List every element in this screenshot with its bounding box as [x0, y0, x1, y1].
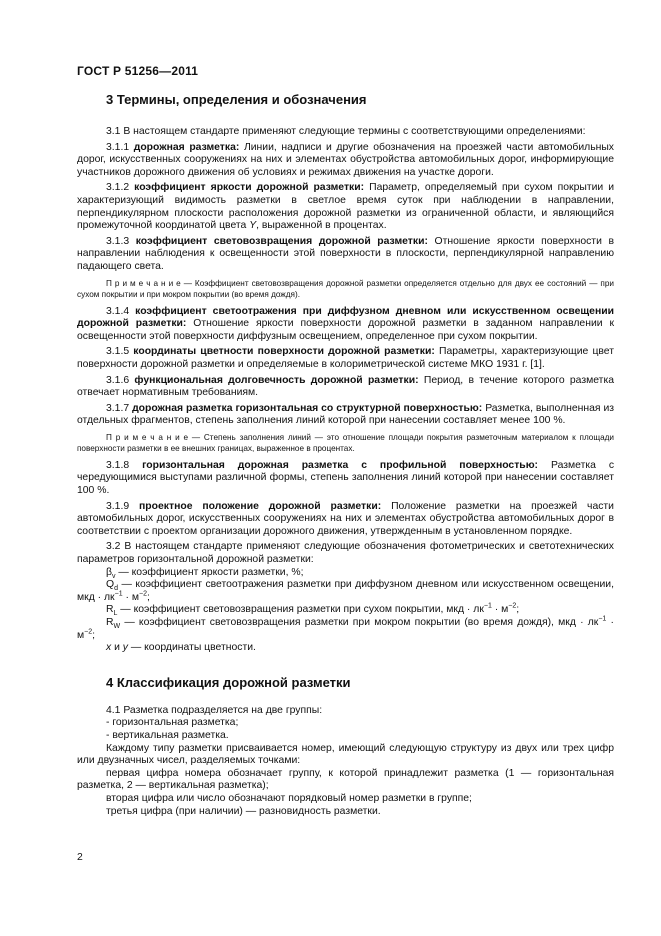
term-number: 3.1.7: [106, 402, 130, 414]
symbol-beta-v: $\beta_v$ — коэффициент яркости разметки, %;: [106, 566, 304, 580]
term-3-1-8: [77, 460, 614, 498]
term-title: коэффициент светоотражения при диффузном дневном или искусственном освещении дорожной разметки:: [77, 305, 615, 330]
symbol: Q: [106, 579, 115, 591]
term-3-1-5: [77, 346, 614, 371]
symbol-q-d: $Q_d$ — коэффициент светоотражения разметки при диффузном дневном или искусственном освещении, мкд · $лк^{-1} \cdot м^{-2}$;: [77, 579, 614, 603]
note-label: П р и м е ч а н и е: [106, 432, 189, 442]
note-text: — Степень заполнения линий — это отношение площади покрытия разметочным материалом к площади поверхности разметки в ее внешних границах, выраженное в процентах.: [77, 432, 615, 453]
note-2: [77, 432, 614, 454]
list-item-horizontal: - горизонтальная разметка;: [106, 717, 239, 729]
term-title: горизонтальная дорожная разметка с профильной поверхностью:: [142, 459, 539, 471]
term-3-1-7: [77, 403, 614, 428]
note-label: П р и м е ч а н и е: [106, 278, 181, 288]
paragraph-first-digit: первая цифра номера обозначает группу, к которой принадлежит разметка (1 — горизонтальная разметка, 2 — вертикальная разметка);: [77, 767, 614, 792]
symbol-r-l: $R_L$ — коэффициент световозвращения разметки при сухом покрытии, мкд · $лк^{-1} \cdot м^{-2}$;: [106, 602, 520, 618]
section-3-title: 3 Термины, определения и обозначения: [106, 92, 367, 107]
term-3-1-2: [77, 182, 614, 232]
paragraph-second-digit: вторая цифра или число обозначают порядковый номер разметки в группе;: [106, 792, 472, 804]
term-title: коэффициент световозвращения дорожной разметки:: [135, 235, 428, 247]
term-definition: Отношение яркости поверхности в направлении наблюдения к освещенности этой поверхности в плоскости, перпендикулярной направлению падающего света.: [77, 235, 614, 272]
term-definition: Разметка, выполненная из отдельных фрагментов, степень заполнения линий которой при нанесении составляет менее 100 %.: [77, 402, 615, 427]
term-title: коэффициент яркости дорожной разметки:: [134, 182, 365, 194]
term-number: 3.1.6: [106, 374, 130, 386]
page-content: [77, 92, 614, 818]
paragraph-3-2: 3.2 В настоящем стандарте применяют следующие обозначения фотометрических и светотехнических параметров горизонтальной дорожной разметки:: [77, 541, 614, 566]
term-definition-end: , выраженной в процентах.: [256, 220, 387, 232]
term-definition: Период, в течение которого разметка отвечает нормативным требованиям.: [77, 374, 614, 399]
note-1: [77, 278, 614, 300]
term-title: дорожная разметка:: [133, 141, 240, 153]
paragraph-4-1: 4.1 Разметка подразделяется на две группы:: [106, 704, 323, 716]
term-number: 3.1.5: [106, 346, 130, 358]
term-title: координаты цветности поверхности дорожной разметки:: [133, 346, 435, 358]
symbol: R: [106, 617, 114, 628]
term-number: 3.1.8: [106, 459, 130, 471]
paragraph-numbering: Каждому типу разметки присваивается номер, имеющий следующую структуру из двух или трех цифр или двузначных чисел, разделяемых точками:: [77, 742, 614, 767]
term-number: 3.1.2: [106, 182, 130, 194]
page-number: 2: [77, 852, 83, 863]
list-item-vertical: - вертикальная разметка.: [106, 729, 229, 741]
symbol: β: [106, 566, 112, 578]
standard-header: ГОСТ Р 51256—2011: [77, 64, 199, 78]
symbol: R: [106, 604, 114, 616]
note-text: — Коэффициент световозвращения дорожной разметки определяется отдельно для двух ее состояний — при сухом покрытии и при мокром покрытии (во время дождя).: [77, 278, 614, 299]
term-number: 3.1.4: [106, 305, 130, 317]
term-3-1-6: [77, 375, 614, 400]
term-number: 3.1.3: [106, 235, 130, 247]
term-title: дорожная разметка горизонтальная со структурной поверхностью:: [132, 402, 483, 414]
symbol-x-y: x и y — координаты цветности.: [106, 642, 256, 654]
term-3-1-4: [77, 306, 614, 344]
term-definition: Линии, надписи и другие обозначения на проезжей части автомобильных дорог, искусственных сооружениях на них и элементах обустройства автомобильных дорог, информирующие участников дорожного движения об условиях и режимах движения на участке дороги.: [77, 141, 615, 178]
term-title: функциональная долговечность дорожной разметки:: [134, 374, 419, 386]
symbol-r-w: $R_W$ — коэффициент световозвращения разметки при мокром покрытии (во время дождя), мкд · $лк^{-1} \cdot м^{-2}$;: [77, 615, 614, 641]
color-coordinate-y: Y: [249, 220, 257, 232]
term-3-1-1: [77, 142, 614, 180]
term-definition: Параметр, определяемый при сухом покрытии и характеризующий видимость разметки в светлое время суток при наблюдении в направлении, перпендикулярном плоскости расположения дорожной разметки из ограниченной области, и являющийся промежуточной координатой цвета: [77, 182, 615, 232]
paragraph-third-digit: третья цифра (при наличии) — разновидность разметки.: [106, 805, 381, 817]
term-3-1-3: [77, 236, 614, 274]
paragraph-3-1: 3.1 В настоящем стандарте применяют следующие термины с соответствующими определениями:: [106, 126, 586, 137]
term-number: 3.1.1: [106, 141, 130, 153]
term-number: 3.1.9: [106, 500, 130, 512]
term-definition: Положение разметки на проезжей части автомобильных дорог, искусственных сооружениях на них и элементах обустройства автомобильных дорог в соответствии с проектом организации дорожного движения, утвержденным в установленном порядке.: [77, 500, 614, 537]
term-3-1-9: [77, 501, 614, 539]
section-4-title: 4 Классификация дорожной разметки: [106, 674, 351, 690]
term-definition: Параметры, характеризующие цвет поверхности дорожной разметки и определяемые в колориметрической системе МКО 1931 г. [1].: [77, 346, 614, 370]
term-title: проектное положение дорожной разметки:: [139, 500, 382, 512]
term-definition: Отношение яркости поверхности дорожной разметки в заданном направлении к освещенности этой поверхности диффузным освещением, определенное при сухом покрытии.: [77, 318, 614, 342]
term-definition: Разметка с чередующимися выступами различной формы, степень заполнения линий которой при нанесении составляет 100 %.: [77, 459, 615, 497]
